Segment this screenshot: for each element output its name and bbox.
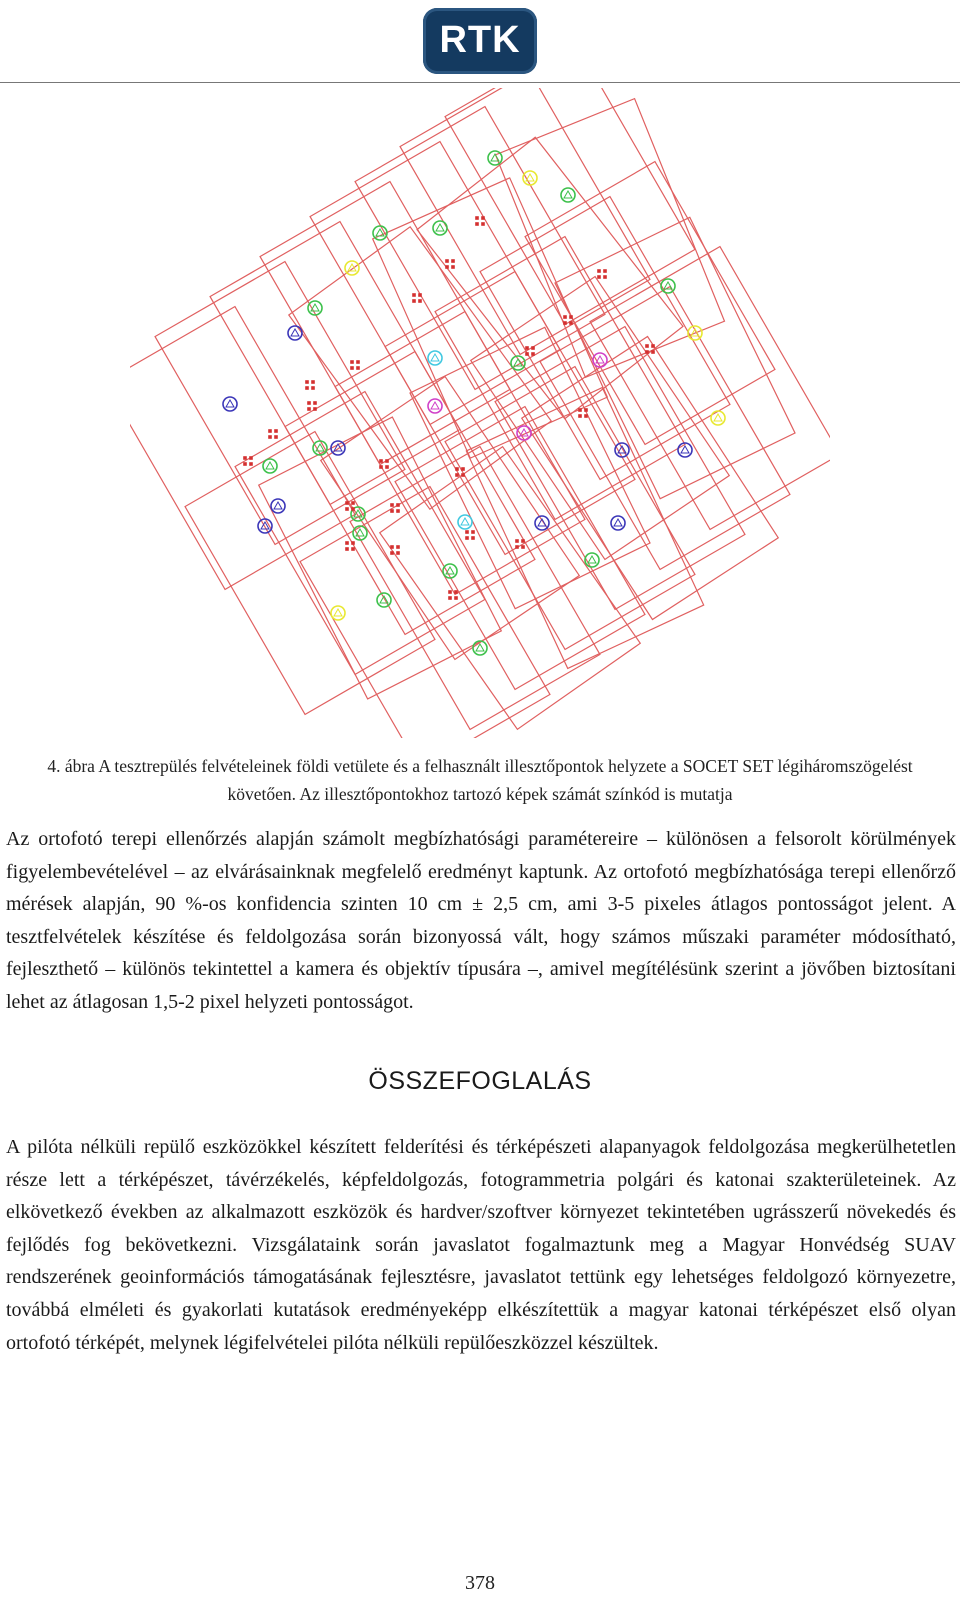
red-control-marker — [451, 265, 455, 269]
red-control-marker — [481, 222, 485, 226]
red-control-marker — [569, 315, 573, 319]
red-control-marker — [390, 545, 394, 549]
control-point-triangle — [431, 402, 439, 409]
red-control-marker — [475, 216, 479, 220]
red-control-marker — [385, 459, 389, 463]
red-control-marker — [521, 545, 525, 549]
red-control-marker — [455, 473, 459, 477]
red-control-marker — [268, 429, 272, 433]
red-control-marker — [578, 408, 582, 412]
section-heading: ÖSSZEFOGLALÁS — [368, 1067, 592, 1095]
image-footprint — [395, 407, 645, 690]
red-control-marker — [454, 590, 458, 594]
red-control-marker — [350, 360, 354, 364]
red-control-marker — [651, 344, 655, 348]
red-control-marker — [471, 530, 475, 534]
red-control-marker — [445, 259, 449, 263]
red-control-marker — [274, 435, 278, 439]
body-paragraph-1: Az ortofotó terepi ellenőrzés alapján számolt megbízhatósági paramétereire – különösen a felsorolt körülmények figyelembevételével – az elvárásainknak megfelelő eredményt kaptunk. Az ortofotó megbízhatósága terepi ellenőrző mérések alapján, 90 %-os konfidencia szinten 10 cm ± 2,5 cm, ami 3-5 pixeles átlagos pontosságot jelent. A tesztfelvételek készítése és feldolgozása során bizonyossá vált, hogy számos műszaki paraméter módosítható, fejleszthető – különös tekintettel a kamera és objektív típusára –, amivel megítélésünk szerint a jövőben biztosítani lehet az átlagosan 1,5-2 pixel helyzeti pontosságot. — [6, 828, 956, 1013]
red-control-marker — [412, 293, 416, 297]
control-point-triangle — [436, 224, 444, 231]
red-control-marker — [351, 541, 355, 545]
red-control-marker — [578, 414, 582, 418]
image-footprint — [466, 388, 703, 669]
red-control-marker — [521, 539, 525, 543]
red-control-marker — [345, 507, 349, 511]
red-control-marker — [249, 462, 253, 466]
red-control-marker — [448, 590, 452, 594]
red-control-marker — [465, 530, 469, 534]
control-point-triangle — [274, 502, 282, 509]
control-point-triangle — [461, 518, 469, 525]
red-control-marker — [345, 541, 349, 545]
red-control-marker — [645, 350, 649, 354]
red-control-marker — [461, 473, 465, 477]
red-control-marker — [396, 509, 400, 513]
control-point-triangle — [564, 191, 572, 198]
red-control-marker — [313, 407, 317, 411]
red-control-marker — [311, 380, 315, 384]
red-control-marker — [311, 386, 315, 390]
image-footprint — [210, 222, 460, 505]
red-control-marker — [385, 465, 389, 469]
red-control-marker — [418, 293, 422, 297]
figure-caption: 4. ábra A tesztrepülés felvételeinek földi vetülete és a felhasznált illesztőpontok helyzete a SOCET SET légiháromszögelést követően. Az illesztőpontokhoz tartozó képek számát színkód is mutatja — [47, 756, 913, 804]
red-control-marker — [305, 386, 309, 390]
red-control-marker — [569, 321, 573, 325]
red-control-marker — [412, 299, 416, 303]
red-control-marker — [356, 360, 360, 364]
control-point-triangle — [681, 446, 689, 453]
red-control-marker — [390, 503, 394, 507]
red-control-marker — [350, 366, 354, 370]
control-point-triangle — [266, 462, 274, 469]
red-control-marker — [525, 352, 529, 356]
red-control-marker — [531, 352, 535, 356]
image-footprint — [385, 272, 635, 555]
red-control-marker — [313, 401, 317, 405]
red-control-marker — [645, 344, 649, 348]
red-control-marker — [351, 501, 355, 505]
red-control-marker — [356, 366, 360, 370]
body-paragraph-2: A pilóta nélküli repülő eszközökkel készített felderítési és térképészeti alapanyagok feldolgozása megkerülhetetlen része lett a térképészet, távérzékelés, képfeldolgozás, fotogrammetria polgári és katonai szakterületeinek. Az elkövetkező években az alkalmazott eszközök és hardver/szoftver környezet tekintetében ugrásszerű növekedés és fejlődés fog bekövetkezni. Vizsgálataink során javaslatot fogalmaztunk meg a Magyar Honvédség SUAV rendszerének geoinformációs támogatásának fejlesztésre, javaslatot tettünk egy lehetséges feldolgozó környezetre, továbbá elméleti és gyakorlati kutatások eredményeképp elkészítettük a magyar katonai térképészet első olyan ortofotó térképét, melynek légifelvételei pilóta nélküli repülőeszközzel készültek. — [6, 1136, 956, 1354]
red-control-marker — [531, 346, 535, 350]
logo-text: RTK — [439, 19, 521, 61]
red-control-marker — [345, 547, 349, 551]
red-control-marker — [451, 259, 455, 263]
rtk-logo — [423, 8, 537, 74]
footprint-figure — [130, 88, 830, 738]
red-control-marker — [274, 429, 278, 433]
image-footprint — [525, 162, 775, 445]
red-control-marker — [454, 596, 458, 600]
image-footprint — [260, 182, 510, 465]
red-control-marker — [396, 551, 400, 555]
page-number: 378 — [465, 1572, 495, 1594]
control-point-triangle — [614, 519, 622, 526]
red-control-marker — [455, 467, 459, 471]
footprint-map — [130, 88, 830, 738]
control-point-triangle — [226, 400, 234, 407]
red-control-marker — [305, 380, 309, 384]
red-control-marker — [351, 547, 355, 551]
red-control-marker — [396, 503, 400, 507]
red-control-marker — [307, 407, 311, 411]
red-control-marker — [481, 216, 485, 220]
image-footprint — [410, 327, 650, 608]
image-footprint — [380, 447, 641, 730]
red-control-marker — [396, 545, 400, 549]
red-control-marker — [268, 435, 272, 439]
page-header — [0, 0, 960, 84]
red-control-marker — [475, 222, 479, 226]
red-control-marker — [390, 509, 394, 513]
image-footprint — [321, 377, 580, 660]
red-control-marker — [390, 551, 394, 555]
red-control-marker — [515, 539, 519, 543]
red-control-marker — [465, 536, 469, 540]
image-footprint — [417, 137, 683, 418]
image-footprint — [355, 107, 605, 390]
red-control-marker — [345, 501, 349, 505]
control-point-triangle — [291, 329, 299, 336]
red-control-marker — [307, 401, 311, 405]
red-control-marker — [379, 459, 383, 463]
control-point-triangle — [431, 354, 439, 361]
image-footprint — [555, 217, 795, 498]
control-point-triangle — [334, 609, 342, 616]
red-control-marker — [461, 467, 465, 471]
control-point-triangle — [714, 414, 722, 421]
red-control-marker — [584, 414, 588, 418]
red-control-marker — [651, 350, 655, 354]
red-control-marker — [249, 456, 253, 460]
red-control-marker — [515, 545, 519, 549]
header-divider — [0, 82, 960, 83]
red-control-marker — [563, 315, 567, 319]
red-control-marker — [379, 465, 383, 469]
red-control-marker — [471, 536, 475, 540]
red-control-marker — [243, 456, 247, 460]
red-control-marker — [603, 275, 607, 279]
red-control-marker — [351, 507, 355, 511]
red-control-marker — [243, 462, 247, 466]
image-footprint — [130, 307, 355, 590]
red-control-marker — [525, 346, 529, 350]
control-point-triangle — [588, 556, 596, 563]
red-control-marker — [448, 596, 452, 600]
red-control-marker — [563, 321, 567, 325]
red-control-marker — [445, 265, 449, 269]
red-control-marker — [584, 408, 588, 412]
red-control-marker — [597, 275, 601, 279]
red-control-marker — [418, 299, 422, 303]
image-footprint — [350, 447, 600, 730]
red-control-marker — [597, 269, 601, 273]
red-control-marker — [603, 269, 607, 273]
